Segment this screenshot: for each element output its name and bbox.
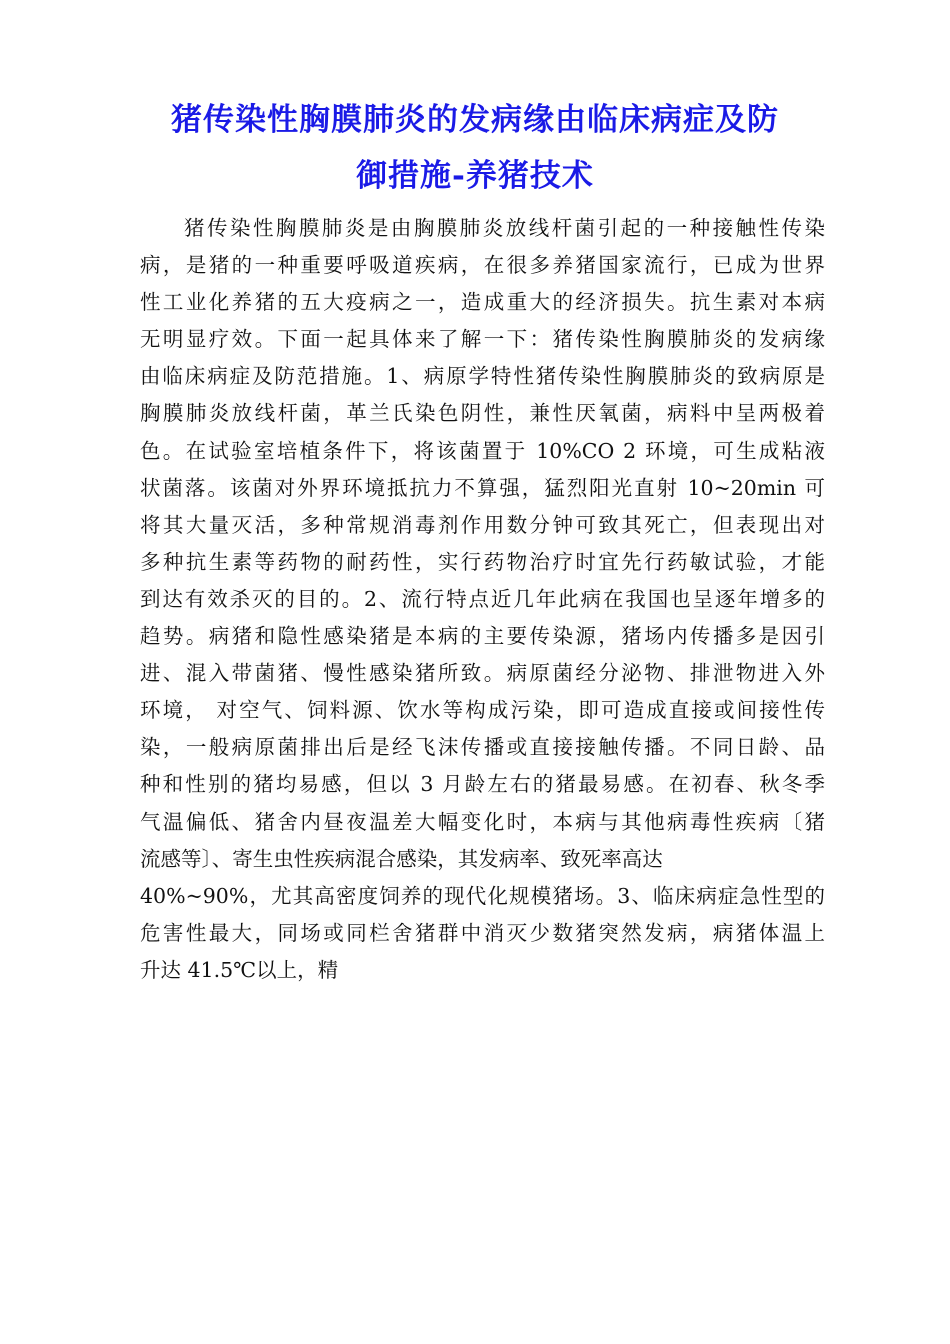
document-title [140,92,810,204]
body-line: 状菌落。该菌对外界环境抵抗力不算强，猛烈阳光直射 10~20min 可 [140,475,825,500]
body-line: 流感等〕、寄生虫性疾病混合感染，其发病率、致死率高达 [140,846,663,871]
body-line: 由临床病症及防范措施。1、病原学特性猪传染性胸膜肺炎的致病原是 [140,364,825,389]
body-line: 色。在试验室培植条件下，将该菌置于 10%CO 2 环境，可生成粘液 [140,438,825,463]
body-line: 多种抗生素等药物的耐药性，实行药物治疗时宜先行药敏试验，才能 [140,549,825,574]
body-line: 病，是猪的一种重要呼吸道疾病，在很多养猪国家流行，已成为世界 [140,253,825,278]
body-line: 到达有效杀灭的目的。2、流行特点近几年此病在我国也呈逐年增多的 [140,586,825,611]
body-line: 40%~90%，尤其高密度饲养的现代化规模猪场。3、临床病症急性型的 [140,883,825,908]
body-line: 胸膜肺炎放线杆菌，革兰氏染色阴性，兼性厌氧菌，病料中呈两极着 [140,401,825,426]
body-line: 升达 41.5℃以上，精 [140,957,339,982]
body-line: 将其大量灭活，多种常规消毒剂作用数分钟可致其死亡，但表现出对 [140,512,825,537]
body-line: 趋势。病猪和隐性感染猪是本病的主要传染源，猪场内传播多是因引 [140,624,825,649]
body-line: 环境， 对空气、饲料源、饮水等构成污染，即可造成直接或间接性传 [140,698,825,723]
body-line: 危害性最大，同场或同栏舍猪群中消灭少数猪突然发病，病猪体温上 [140,920,825,945]
title-line-2: 御措施-养猪技术 [356,158,594,194]
body-line: 猪传染性胸膜肺炎是由胸膜肺炎放线杆菌引起的一种接触性传染 [184,216,825,240]
body-line: 气温偏低、猪舍内昼夜温差大幅变化时，本病与其他病毒性疾病〔猪 [140,809,825,834]
title-line-1: 猪传染性胸膜肺炎的发病缘由临床病症及防 [171,102,779,138]
body-line: 染，一般病原菌排出后是经飞沫传播或直接接触传播。不同日龄、品 [140,735,825,760]
body-line: 进、混入带菌猪、慢性感染猪所致。病原菌经分泌物、排泄物进入外 [140,661,825,686]
body-line: 性工业化养猪的五大疫病之一，造成重大的经济损失。抗生素对本病 [140,290,825,315]
body-line: 无明显疗效。下面一起具体来了解一下：猪传染性胸膜肺炎的发病缘 [140,327,825,352]
document-body [140,210,825,989]
body-line: 种和性别的猪均易感，但以 3 月龄左右的猪最易感。在初春、秋冬季 [140,772,825,797]
